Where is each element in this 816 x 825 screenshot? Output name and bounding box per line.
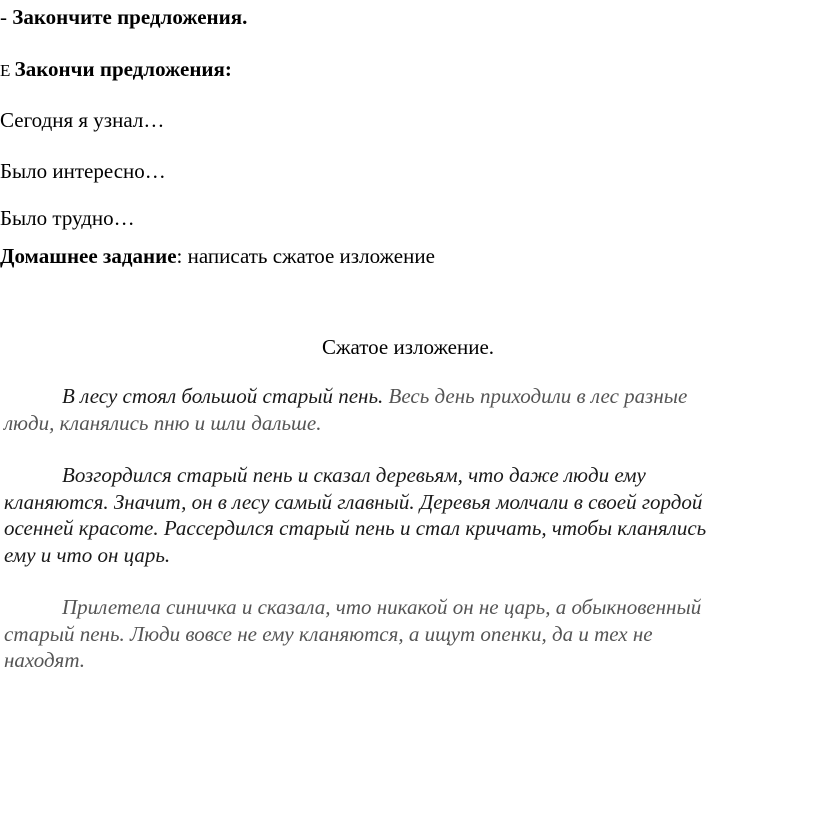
prompt-interesting: Было интересно… [0,159,166,183]
homework-text: написать сжатое изложение [182,244,435,268]
header-line-2 [0,56,232,84]
dash-prefix: - [0,5,13,29]
summary-title: Сжатое изложение. [321,335,495,359]
p3-line-2: старый пень. Люди вовсе не ему кланяются, а ищут опенки, да и тех не [4,621,653,646]
homework-label: Домашнее задание [0,244,177,268]
p2-line-1: Возгордился старый пень и сказал деревьям, что даже люди ему [62,463,646,487]
finish-sentences-heading: Закончи предложения: [14,57,232,81]
p3-line-1: Прилетела синичка и сказала, что никакой он не царь, а обыкновенный [62,595,702,619]
prompt-difficult: Было трудно… [0,206,135,230]
p2-line-3: осенней красоте. Рассердился старый пень и стал кричать, чтобы кланялись [4,516,707,540]
p1-sentence-2a: Весь день приходили в лес разные [383,384,688,408]
p1-sentence-1: В лесу стоял большой старый пень. [62,384,384,408]
p1-sentence-2b: люди, кланялись пню и шли дальше. [4,410,322,435]
p2-line-2: кланяются. Значит, он в лесу самый главный. Деревья молчали в своей гордой [4,489,703,514]
p2-line-4: ему и что он царь. [4,542,171,567]
summary-paragraph-2 [4,462,804,568]
summary-paragraph-1 [4,383,804,436]
p3-line-3: находят. [4,648,85,672]
prompt-learned: Сегодня я узнал… [0,108,165,132]
homework-separator: : [176,244,183,268]
summary-paragraph-3 [4,594,804,674]
homework-line [0,243,435,269]
header-line-1 [0,4,247,30]
complete-sentences-heading: Закончите предложения. [12,5,248,29]
letter-prefix: Е [0,61,15,80]
